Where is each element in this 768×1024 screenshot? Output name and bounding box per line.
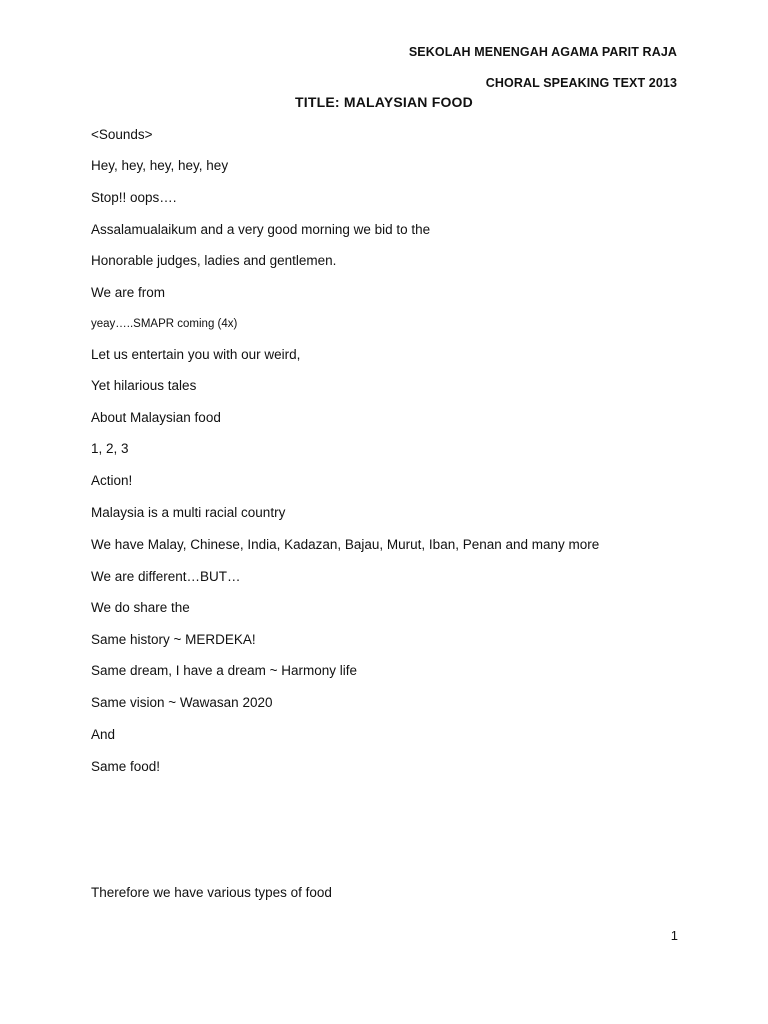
- school-name: SEKOLAH MENENGAH AGAMA PARIT RAJA: [408, 45, 677, 59]
- text-line: Yet hilarious tales: [91, 378, 197, 393]
- text-line: yeay…..SMAPR coming (4x): [91, 318, 238, 330]
- text-line: And: [91, 727, 116, 742]
- text-line: We are different…BUT…: [91, 569, 241, 584]
- text-line: Same dream, I have a dream ~ Harmony life: [91, 663, 357, 678]
- text-line: We have Malay, Chinese, India, Kadazan, Bajau, Murut, Iban, Penan and many more: [91, 537, 600, 552]
- document-title: TITLE: MALAYSIAN FOOD: [295, 94, 473, 110]
- text-line: Hey, hey, hey, hey, hey: [91, 158, 229, 173]
- text-line: <Sounds>: [91, 127, 153, 142]
- text-line: Honorable judges, ladies and gentlemen.: [91, 253, 337, 268]
- text-line: Same vision ~ Wawasan 2020: [91, 695, 273, 710]
- text-line: About Malaysian food: [91, 410, 221, 425]
- text-line: Stop!! oops….: [91, 190, 177, 205]
- text-line: Same food!: [91, 759, 161, 774]
- text-line: We do share the: [91, 600, 190, 615]
- text-line: 1, 2, 3: [91, 441, 129, 456]
- text-line: We are from: [91, 285, 166, 300]
- text-line: Therefore we have various types of food: [91, 885, 332, 900]
- text-line: Same history ~ MERDEKA!: [91, 632, 256, 647]
- text-line: Assalamualaikum and a very good morning we bid to the: [91, 222, 431, 237]
- text-line: Let us entertain you with our weird,: [91, 347, 301, 362]
- page-number: 1: [670, 928, 678, 943]
- text-label: CHORAL SPEAKING TEXT 2013: [485, 76, 677, 90]
- text-line: Malaysia is a multi racial country: [91, 505, 286, 520]
- text-line: Action!: [91, 473, 133, 488]
